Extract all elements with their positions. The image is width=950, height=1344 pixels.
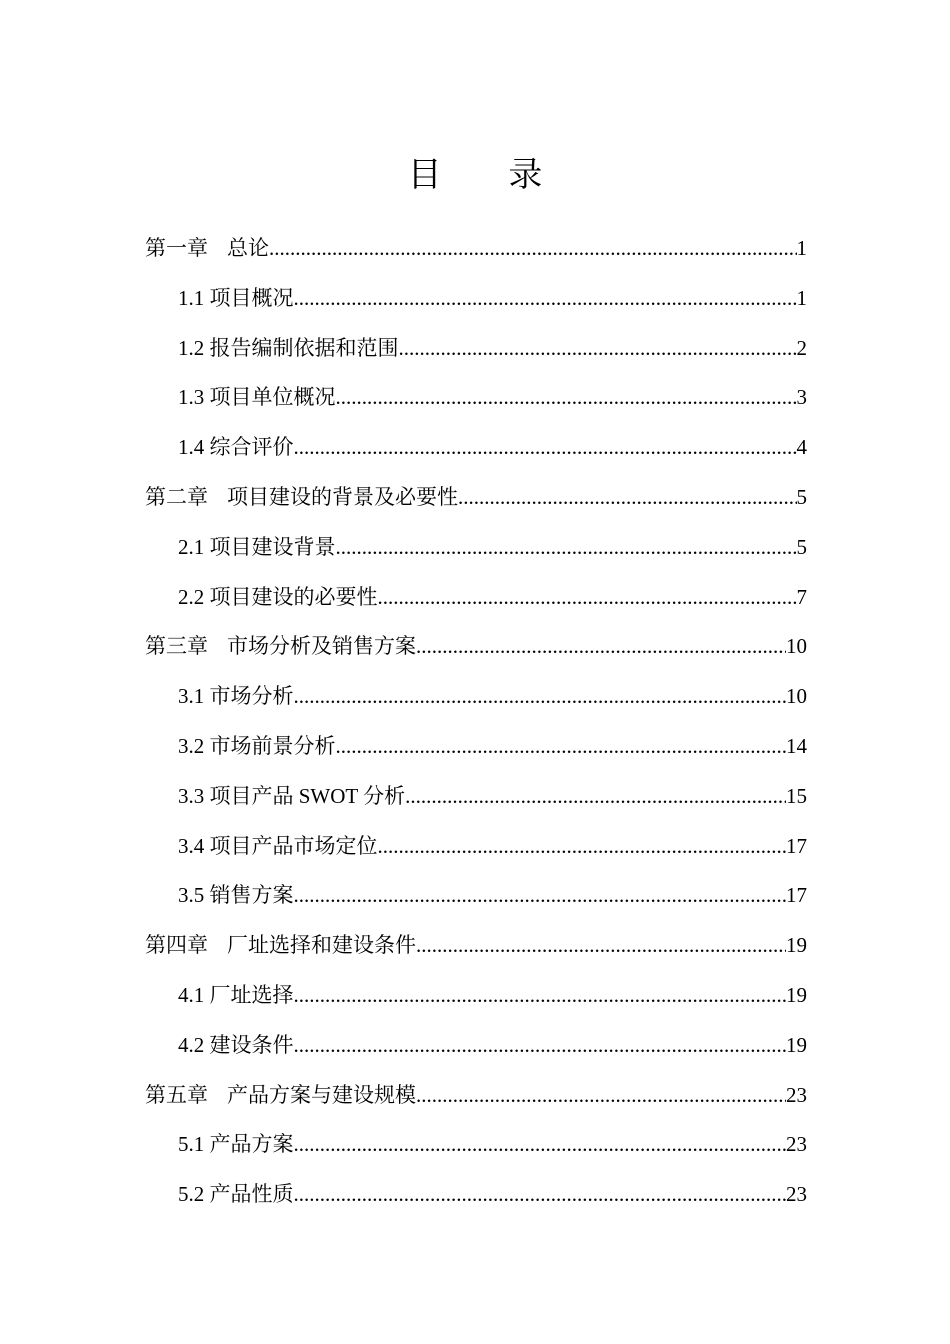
page-number: 14 xyxy=(786,733,807,758)
chapter-number: 第五章 xyxy=(145,1082,208,1107)
chapter-number: 第一章 xyxy=(145,236,208,260)
toc-entry-label xyxy=(178,722,336,772)
toc-title: 目 录 xyxy=(407,155,571,195)
toc-chapter-entry[interactable] xyxy=(145,622,807,672)
toc-section-entry[interactable] xyxy=(145,722,807,772)
toc-entry-label xyxy=(145,921,416,971)
page-number: 17 xyxy=(786,883,807,908)
dot-leader xyxy=(399,324,797,374)
entry-title: 5.2 产品性质 xyxy=(178,1182,294,1207)
page-number: 2 xyxy=(796,335,807,360)
page-number: 23 xyxy=(786,1082,807,1107)
entry-title: 3.4 项目产品市场定位 xyxy=(178,833,378,858)
toc-chapter-entry[interactable] xyxy=(145,473,807,523)
dot-leader xyxy=(416,1071,786,1121)
entry-title: 2.1 项目建设背景 xyxy=(178,534,336,559)
dot-leader xyxy=(405,772,786,822)
entry-title: 3.2 市场前景分析 xyxy=(178,733,336,758)
entry-title: 2.2 项目建设的必要性 xyxy=(178,584,378,609)
toc-chapter-entry[interactable] xyxy=(145,1071,807,1121)
toc-section-entry[interactable] xyxy=(145,1170,807,1220)
dot-leader xyxy=(294,1170,787,1220)
entry-title: 1.4 综合评价 xyxy=(178,435,294,460)
dot-leader xyxy=(416,921,786,971)
toc-entry-label xyxy=(178,822,378,872)
page-number: 3 xyxy=(796,385,807,410)
page-number: 23 xyxy=(786,1182,807,1207)
page-number: 19 xyxy=(786,1032,807,1057)
entry-title: 项目建设的背景及必要性 xyxy=(227,484,458,509)
chapter-number: 第四章 xyxy=(145,933,208,958)
toc-entry-label xyxy=(145,473,458,523)
page-number: 4 xyxy=(796,435,807,460)
dot-leader xyxy=(336,373,797,423)
toc-entry-label xyxy=(178,772,405,822)
chapter-number: 第二章 xyxy=(145,484,208,509)
entry-title: 总论 xyxy=(227,236,269,260)
dot-leader xyxy=(458,473,797,523)
toc-section-entry[interactable] xyxy=(145,672,807,722)
dot-leader xyxy=(336,523,797,573)
dot-leader xyxy=(294,871,787,921)
entry-title: 市场分析及销售方案 xyxy=(227,634,416,659)
chapter-number: 第三章 xyxy=(145,634,208,659)
entry-title: 3.1 市场分析 xyxy=(178,684,294,709)
page-number: 19 xyxy=(786,933,807,958)
toc-entry-label xyxy=(178,672,294,722)
entry-title: 5.1 产品方案 xyxy=(178,1132,294,1157)
toc-section-entry[interactable] xyxy=(145,423,807,473)
toc-entry-label xyxy=(178,971,294,1021)
toc-section-entry[interactable] xyxy=(145,324,807,374)
dot-leader xyxy=(294,423,797,473)
toc-entry-label xyxy=(178,573,378,623)
toc-entry-label xyxy=(178,423,294,473)
toc-section-entry[interactable] xyxy=(145,822,807,872)
toc-chapter-entry[interactable] xyxy=(145,921,807,971)
entry-title: 3.3 项目产品 SWOT 分析 xyxy=(178,783,406,808)
toc-entry-label xyxy=(178,373,336,423)
page-number: 10 xyxy=(786,634,807,659)
entry-title: 厂址选择和建设条件 xyxy=(227,933,416,958)
dot-leader xyxy=(294,1021,787,1071)
page-number: 19 xyxy=(786,982,807,1007)
page-number: 7 xyxy=(796,584,807,609)
entry-title: 1.2 报告编制依据和范围 xyxy=(178,335,399,360)
toc-entry-label xyxy=(178,1120,294,1170)
toc-entry-label xyxy=(178,324,399,374)
dot-leader xyxy=(269,224,797,274)
toc-entry-label xyxy=(145,622,416,672)
toc-chapter-entry[interactable] xyxy=(145,224,807,274)
entry-title: 1.1 项目概况 xyxy=(178,285,294,310)
toc-section-entry[interactable] xyxy=(145,523,807,573)
toc-section-entry[interactable] xyxy=(145,971,807,1021)
toc-entry-label xyxy=(178,871,294,921)
table-of-contents xyxy=(145,224,807,1220)
dot-leader xyxy=(336,722,787,772)
entry-title: 3.5 销售方案 xyxy=(178,883,294,908)
dot-leader xyxy=(294,1120,787,1170)
toc-section-entry[interactable] xyxy=(145,1021,807,1071)
dot-leader xyxy=(294,672,787,722)
toc-entry-label xyxy=(178,523,336,573)
toc-section-entry[interactable] xyxy=(145,373,807,423)
page-number: 5 xyxy=(796,484,807,509)
toc-section-entry[interactable] xyxy=(145,573,807,623)
page-number: 23 xyxy=(786,1132,807,1157)
toc-section-entry[interactable] xyxy=(145,1120,807,1170)
entry-title: 产品方案与建设规模 xyxy=(227,1082,416,1107)
dot-leader xyxy=(378,822,787,872)
toc-entry-label xyxy=(145,1071,416,1121)
page-number: 17 xyxy=(786,833,807,858)
dot-leader xyxy=(378,573,797,623)
dot-leader xyxy=(294,971,787,1021)
toc-section-entry[interactable] xyxy=(145,274,807,324)
page-number: 1 xyxy=(796,285,807,310)
toc-entry-label xyxy=(145,224,269,274)
toc-entry-label xyxy=(178,274,294,324)
page-number: 1 xyxy=(796,236,807,260)
toc-entry-label xyxy=(178,1170,294,1220)
entry-title: 4.2 建设条件 xyxy=(178,1032,294,1057)
dot-leader xyxy=(294,274,797,324)
toc-section-entry[interactable] xyxy=(145,871,807,921)
page-number: 15 xyxy=(786,783,807,808)
entry-title: 1.3 项目单位概况 xyxy=(178,385,336,410)
page-number: 10 xyxy=(786,684,807,709)
toc-entry-label xyxy=(178,1021,294,1071)
dot-leader xyxy=(416,622,786,672)
page-number: 5 xyxy=(796,534,807,559)
entry-title: 4.1 厂址选择 xyxy=(178,982,294,1007)
toc-section-entry[interactable] xyxy=(145,772,807,822)
